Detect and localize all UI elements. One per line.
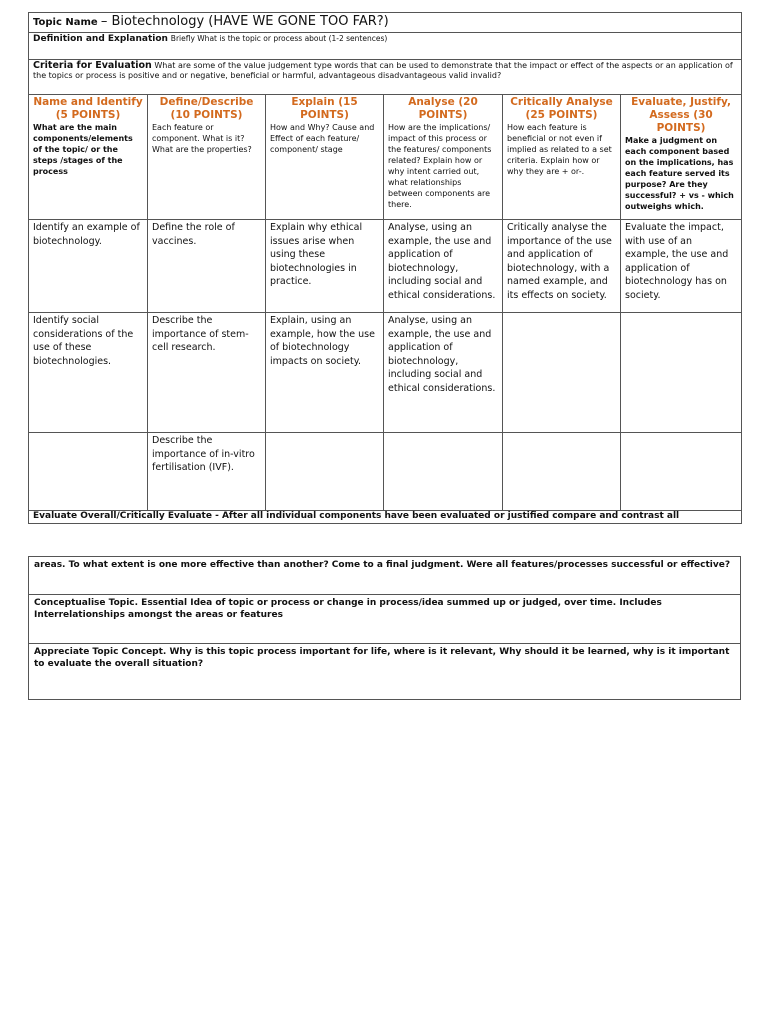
table-row bbox=[29, 313, 742, 433]
definition-cell bbox=[29, 33, 742, 60]
table-cell: Identify an example of biotechnology. bbox=[29, 220, 148, 313]
definition-label: Definition and Explanation bbox=[33, 34, 168, 44]
table-cell bbox=[29, 433, 148, 511]
column-title: Define/Describe (10 POINTS) bbox=[159, 96, 254, 121]
topic-cell bbox=[29, 13, 742, 33]
column-header bbox=[621, 95, 742, 220]
column-title: Critically Analyse (25 POINTS) bbox=[510, 96, 613, 121]
column-header bbox=[29, 95, 148, 220]
column-header-row bbox=[29, 95, 742, 220]
column-description: How and Why? Cause and Effect of each feature/ component/ stage bbox=[270, 123, 375, 154]
table-cell: Evaluate the impact, with use of an example, the use and application of biotechnology has on society. bbox=[621, 220, 742, 313]
column-description: How are the implications/ impact of this process or the features/ components related? Explain how or why intent carried out, what relationships between components are there. bbox=[388, 123, 492, 209]
definition-text: Briefly What is the topic or process about (1-2 sentences) bbox=[170, 34, 388, 43]
criteria-text: What are some of the value judgement type words that can be used to demonstrate that the impact or effect of the aspects or an application of the topics or process is positive and or negative, beneficial or harmful, advantageous disadvantageous valid invalid? bbox=[33, 61, 733, 80]
table-cell: Identify social considerations of the use of these biotechnologies. bbox=[29, 313, 148, 433]
table-cell bbox=[384, 433, 503, 511]
table-cell: Critically analyse the importance of the use and application of biotechnology, with a named example, and its effects on society. bbox=[503, 220, 621, 313]
definition-row bbox=[29, 33, 742, 60]
criteria-label: Criteria for Evaluation bbox=[33, 60, 152, 71]
criteria-cell bbox=[29, 60, 742, 95]
topic-row bbox=[29, 13, 742, 33]
topic-value: – Biotechnology (HAVE WE GONE TOO FAR?) bbox=[100, 14, 389, 29]
column-description: How each feature is beneficial or not even if implied as related to a set criteria. Explain how or why they are + or-. bbox=[507, 123, 612, 176]
evaluate-overall-continued-row bbox=[29, 557, 741, 595]
column-header bbox=[384, 95, 503, 220]
column-description: What are the main components/elements of the topic/ or the steps /stages of the process bbox=[33, 123, 133, 176]
table-cell: Describe the importance of stem-cell research. bbox=[148, 313, 266, 433]
table-row bbox=[29, 433, 742, 511]
column-header bbox=[148, 95, 266, 220]
column-title: Explain (15 POINTS) bbox=[291, 96, 358, 121]
table-cell bbox=[621, 313, 742, 433]
table-cell: Explain, using an example, how the use of biotechnology impacts on society. bbox=[266, 313, 384, 433]
table-cell bbox=[621, 433, 742, 511]
column-header bbox=[266, 95, 384, 220]
table-cell: Define the role of vaccines. bbox=[148, 220, 266, 313]
column-header bbox=[503, 95, 621, 220]
worksheet-table bbox=[28, 12, 742, 524]
column-description: Each feature or component. What is it? What are the properties? bbox=[152, 123, 252, 154]
conceptualise-row bbox=[29, 595, 741, 644]
criteria-row bbox=[29, 60, 742, 95]
table-row bbox=[29, 220, 742, 313]
lower-table bbox=[28, 556, 741, 700]
column-title: Evaluate, Justify, Assess (30 POINTS) bbox=[631, 96, 731, 134]
appreciate-row bbox=[29, 644, 741, 700]
lower-sections bbox=[28, 556, 741, 700]
table-cell: Describe the importance of in-vitro fertilisation (IVF). bbox=[148, 433, 266, 511]
column-description: Make a judgment on each component based on the implications, has each feature served its purpose? Are they successful? + vs - which outweighs which. bbox=[625, 136, 734, 211]
column-title: Analyse (20 POINTS) bbox=[408, 96, 478, 121]
table-cell bbox=[266, 433, 384, 511]
column-title: Name and Identify (5 POINTS) bbox=[33, 96, 143, 121]
conceptualise-topic: Conceptualise Topic. Essential Idea of topic or process or change in process/idea summed up or judged, over time. Includes Interrelationships amongst the areas or features bbox=[29, 595, 741, 644]
table-cell bbox=[503, 433, 621, 511]
worksheet bbox=[28, 12, 741, 524]
table-cell: Explain why ethical issues arise when using these biotechnologies in practice. bbox=[266, 220, 384, 313]
evaluate-overall-row bbox=[29, 511, 742, 524]
appreciate-topic: Appreciate Topic Concept. Why is this topic process important for life, where is it relevant, Why should it be learned, why is it important to evaluate the overall situation? bbox=[29, 644, 741, 700]
topic-label: Topic Name bbox=[33, 17, 98, 28]
evaluate-overall-heading: Evaluate Overall/Critically Evaluate - After all individual components have been evaluated or justified compare and contrast all bbox=[29, 511, 742, 524]
table-cell bbox=[503, 313, 621, 433]
table-cell: Analyse, using an example, the use and application of biotechnology, including social and ethical considerations. bbox=[384, 220, 503, 313]
evaluate-overall-continued: areas. To what extent is one more effective than another? Come to a final judgment. Were all features/processes successful or effective? bbox=[29, 557, 741, 595]
table-cell: Analyse, using an example, the use and application of biotechnology, including social and ethical considerations. bbox=[384, 313, 503, 433]
